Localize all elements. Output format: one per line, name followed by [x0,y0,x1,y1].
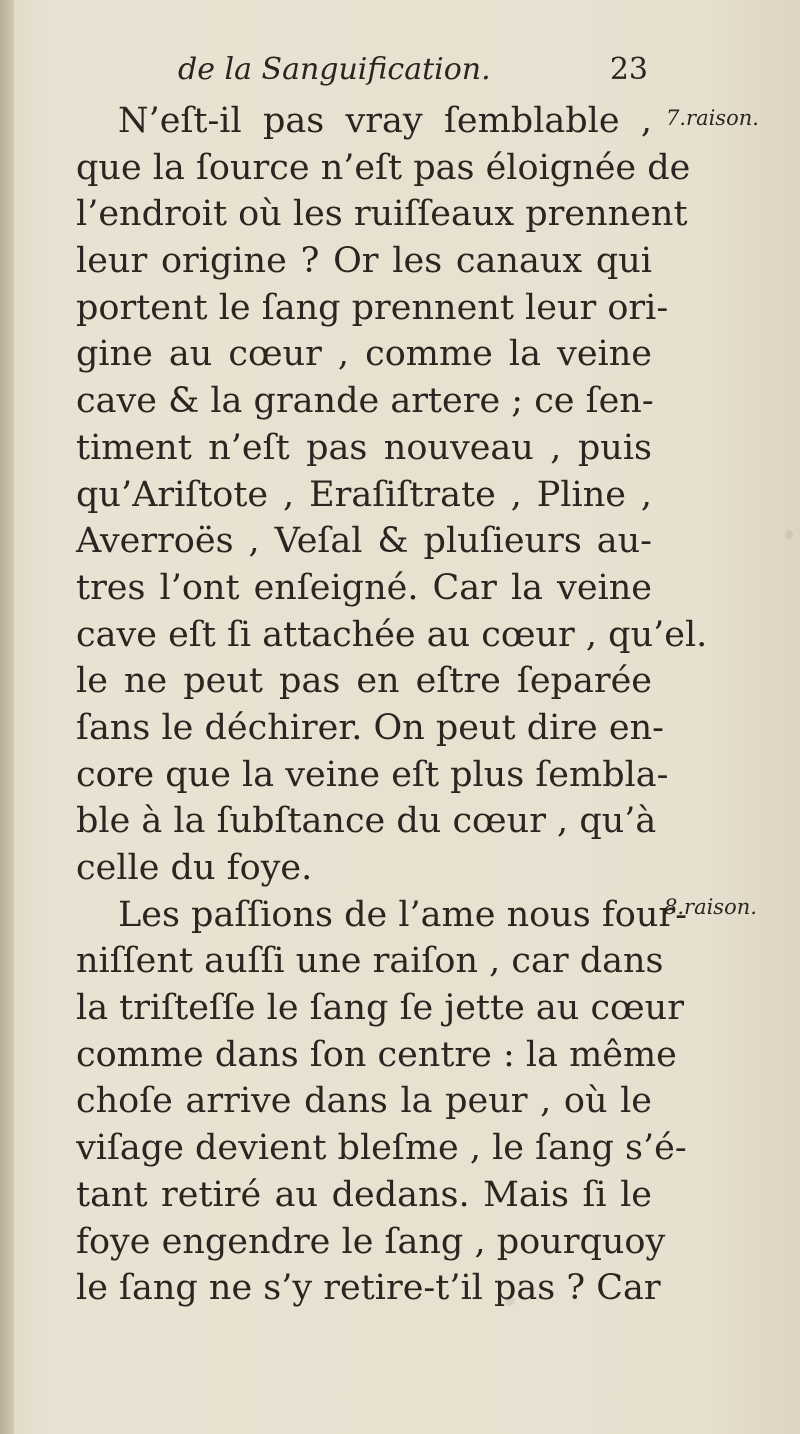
text-line: tres l’ont enſeigné. Car la veine [76,567,652,608]
text-line: tant retiré au dedans. Mais ſi le [76,1174,652,1215]
text-line: la triſteſſe le ſang ſe jette au cœur [76,988,684,1029]
text-line: choſe arrive dans la peur , où le [76,1081,652,1122]
text-line: comme dans ſon centre : la même [76,1034,677,1075]
text-line: foye engendre le ſang , pourquoy [76,1221,666,1262]
text-line: Averroës , Veſal & pluſieurs au- [76,521,652,562]
margin-note: 7.raison. [666,106,759,130]
body-text [76,98,708,1312]
running-title: de la Sanguification. [178,52,491,87]
page-number: 23 [609,52,648,87]
text-line: que la ſource n’eſt pas éloignée de [76,147,691,188]
text-line: cave & la grande artere ; ce ſen- [76,381,654,422]
text-line: le ne peut pas en eſtre ſeparée [76,661,652,702]
text-line: ſans le déchirer. On peut dire en- [76,707,664,748]
text-line: l’endroit où les ruiſſeaux prennent [76,194,688,235]
text-line: celle du foye. [76,848,313,888]
text-line: timent n’eſt pas nouveau , puis [76,427,652,468]
text-line: core que la veine eſt plus ſembla- [76,754,669,795]
text-line: le ſang ne s’y retire-t’il pas ? Car [76,1268,661,1309]
text-line: ble à la ſubſtance du cœur , qu’à [76,801,657,842]
text-line: gine au cœur , comme la veine [76,334,652,375]
text-line: niſſent auſſi une raiſon , car dans [76,941,664,982]
page-gutter [0,0,14,1434]
margin-note: 8.raison. [664,895,757,919]
paper-stain [785,530,793,540]
text-line: portent le ſang prennent leur ori- [76,287,669,328]
text-line: Les paſſions de l’ame nous four- [118,894,687,935]
text-line: cave eſt ſi attachée au cœur , qu’el. [76,614,708,655]
text-line: viſage devient bleſme , le ſang s’é- [76,1128,687,1169]
page-header [178,44,648,94]
text-line: leur origine ? Or les canaux qui [76,241,652,282]
text-line: N’eſt-il pas vray ſemblable , [118,101,652,141]
text-line: qu’Ariſtote , Eraſiſtrate , Pline , [76,474,652,515]
